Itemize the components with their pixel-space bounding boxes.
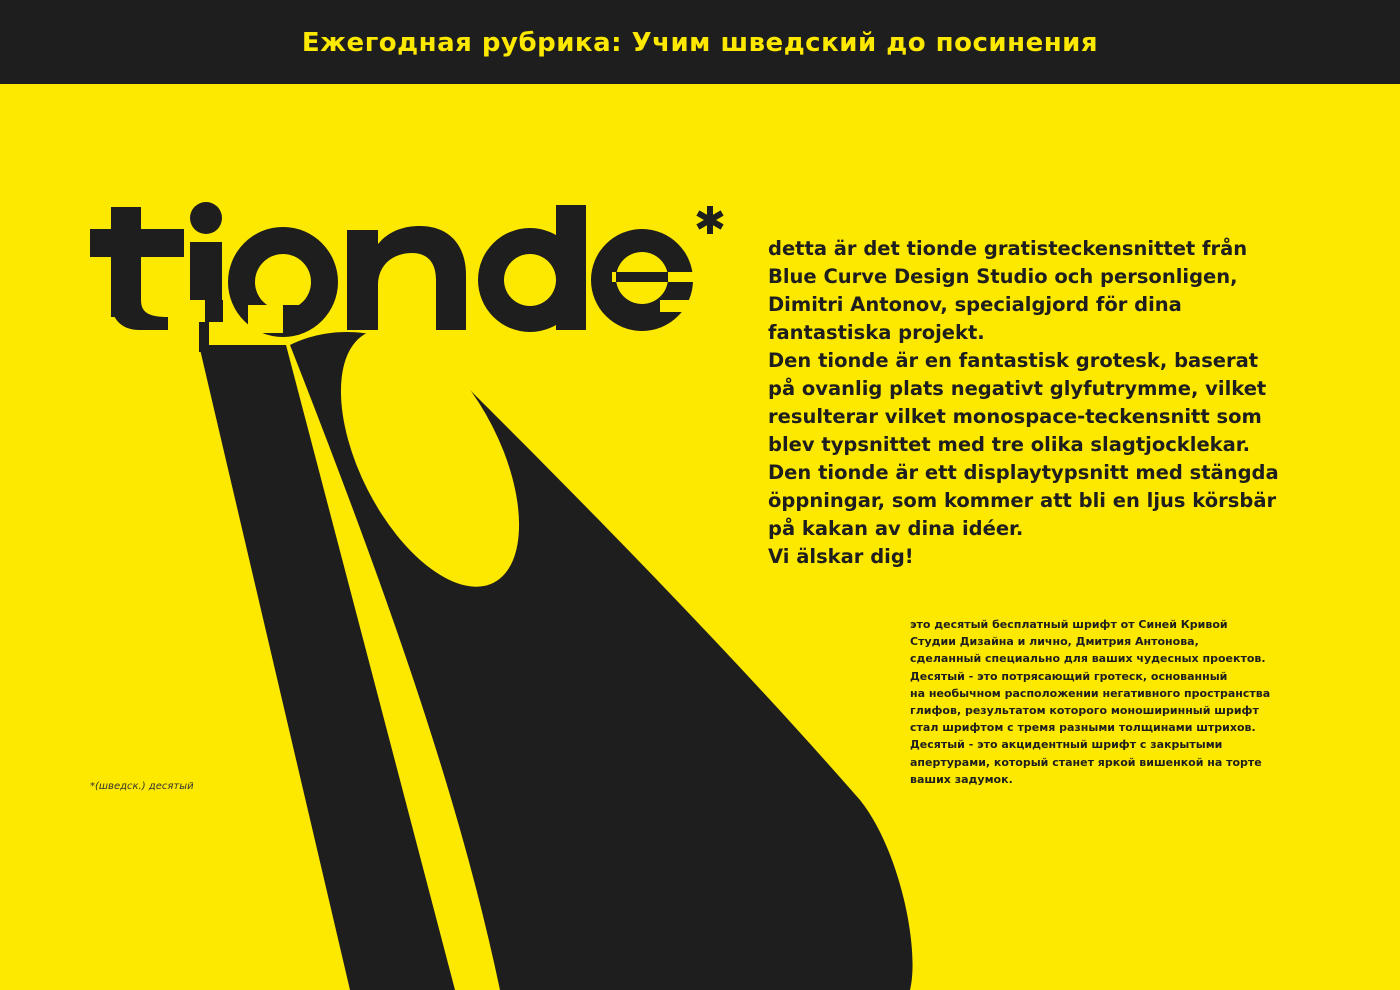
letter-t xyxy=(90,207,184,330)
russian-line: глифов, результатом которого моноширинный шрифт xyxy=(910,704,1259,718)
russian-line: Десятый - это акцидентный шрифт с закрытыми xyxy=(910,738,1223,752)
letter-n xyxy=(347,226,466,330)
footnote: *(шведск.) десятый xyxy=(90,781,194,792)
page-title: Ежегодная рубрика: Учим шведский до посинения xyxy=(301,28,1099,58)
swedish-line: Den tionde är ett displaytypsnitt med stängda xyxy=(768,461,1279,484)
swedish-line: blev typsnittet med tre olika slagtjocklekar. xyxy=(768,433,1251,456)
swedish-line: Dimitri Antonov, specialgjord för dina xyxy=(768,293,1182,316)
russian-description xyxy=(910,616,1330,788)
russian-line: стал шрифтом с тремя разными толщинами штрихов. xyxy=(910,721,1256,735)
russian-line: это десятый бесплатный шрифт от Синей Кривой xyxy=(910,618,1228,631)
russian-line: ваших задумок. xyxy=(910,772,1013,786)
russian-line: Десятый - это потрясающий гротеск, основанный xyxy=(910,669,1228,683)
swedish-line: detta är det tionde gratisteckensnittet från xyxy=(768,237,1248,260)
swedish-line: på kakan av dina idéer. xyxy=(768,517,1024,540)
russian-line: апертурами, который станет яркой вишенкой на торте xyxy=(910,755,1262,769)
swedish-line: öppningar, som kommer att bli en ljus körsbär xyxy=(768,489,1277,512)
russian-line: на необычном расположении негативного пространства xyxy=(910,686,1271,700)
swedish-line: fantastiska projekt. xyxy=(768,321,985,344)
swedish-line: Blue Curve Design Studio och personligen, xyxy=(768,265,1238,288)
asterisk-icon xyxy=(696,206,723,234)
swedish-line: Den tionde är en fantastisk grotesk, baserat xyxy=(768,349,1259,372)
letter-i xyxy=(190,202,223,352)
swedish-description xyxy=(768,235,1328,571)
swedish-line: resulterar vilket monospace-teckensnitt som xyxy=(768,405,1262,428)
letter-o xyxy=(228,227,338,337)
swedish-line: på ovanlig plats negativt glyfutrymme, vilket xyxy=(768,377,1267,400)
swedish-line: Vi älskar dig! xyxy=(768,545,914,568)
letter-e xyxy=(591,229,696,331)
russian-line: сделанный специально для ваших чудесных проектов. xyxy=(910,652,1266,666)
letter-d xyxy=(478,205,586,332)
russian-line: Студии Дизайна и лично, Дмитрия Антонова, xyxy=(910,635,1199,649)
